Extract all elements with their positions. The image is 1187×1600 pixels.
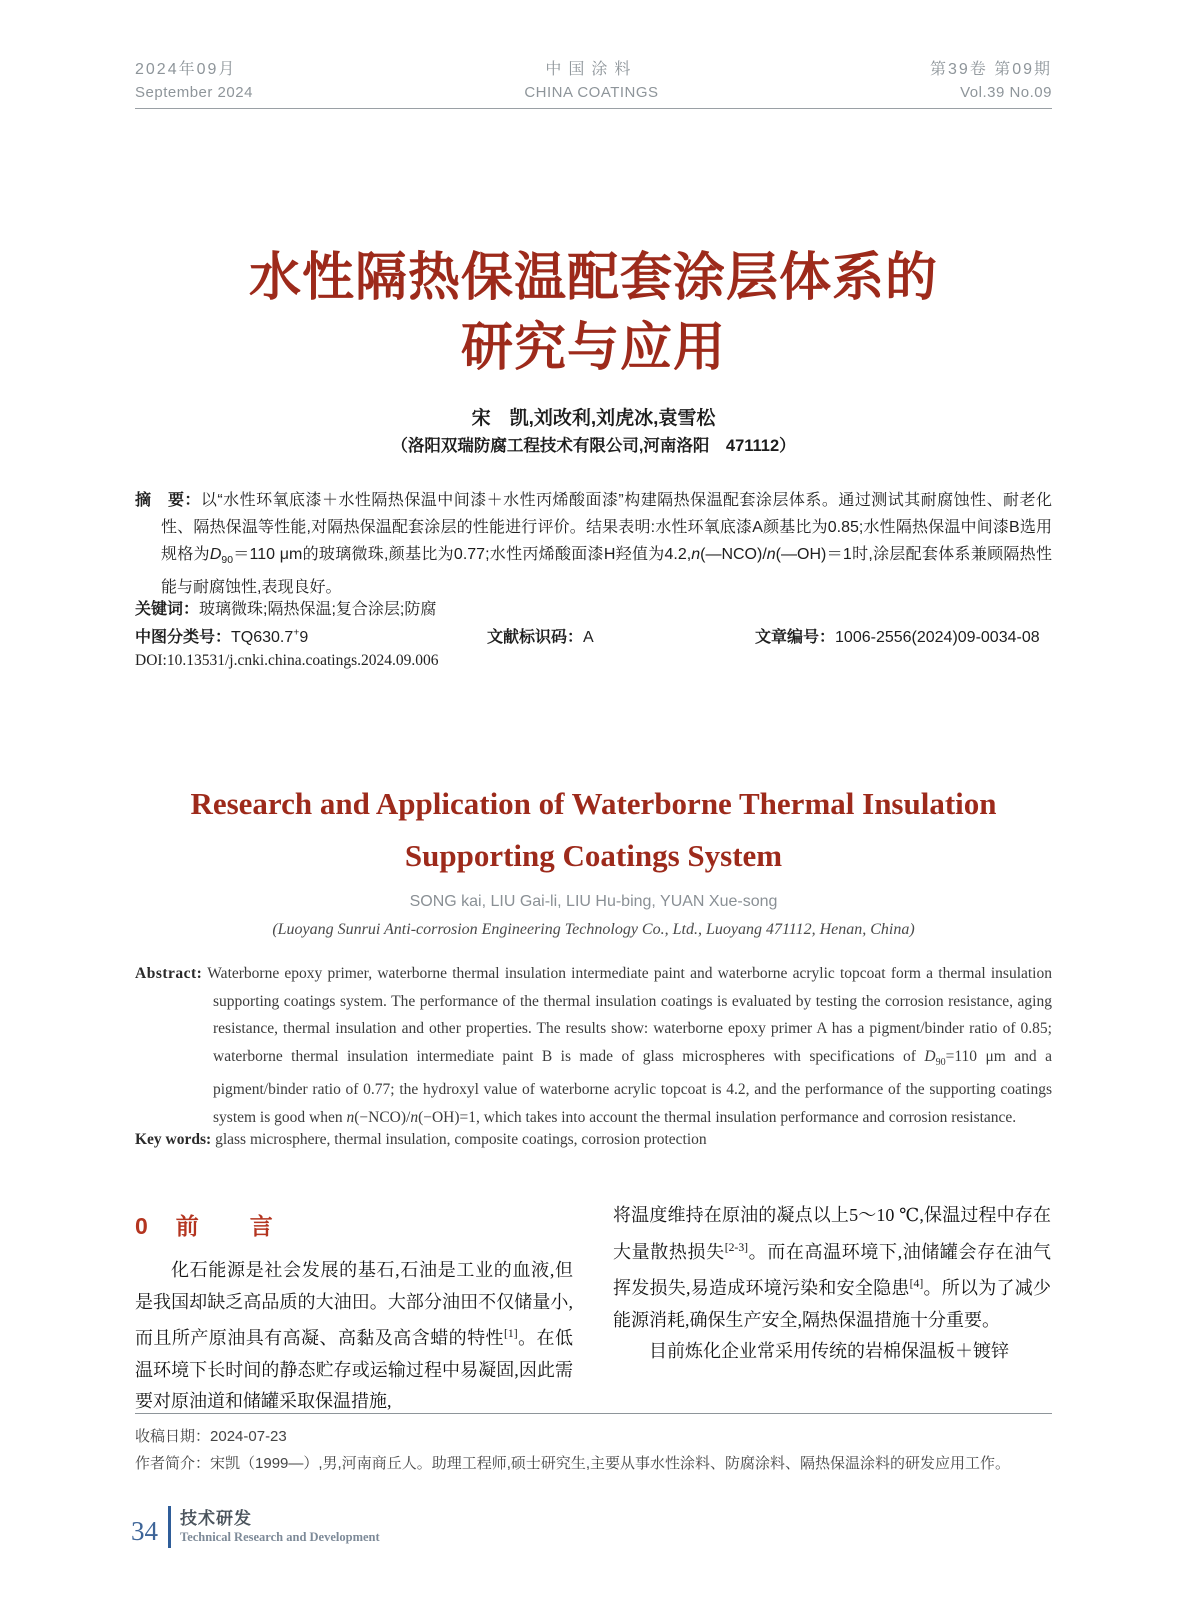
keywords-text-cn: 玻璃微珠;隔热保温;复合涂层;防腐 <box>199 601 437 618</box>
article-id-value: 1006-2556(2024)09-0034-08 <box>835 629 1040 646</box>
article-id <box>755 624 1040 647</box>
journal-name-cn: 中国涂料 <box>545 61 638 78</box>
journal-header <box>135 58 1052 104</box>
received-date-value: 2024-07-23 <box>210 1428 287 1445</box>
header-date <box>135 58 253 104</box>
journal-name-en: CHINA COATINGS <box>524 84 659 101</box>
abstract-text-cn: 以“水性环氧底漆＋水性隔热保温中间漆＋水性丙烯酸面漆”构建隔热保温配套涂层体系。通过测试其耐腐蚀性、耐老化性、隔热保温等性能,对隔热保温配套涂层的性能进行评价。结果表明:水性环氧底漆A颜基比为0.85;水性隔热保温中间漆B选用规格为$D_{90}=110$ μm的玻璃微珠,颜基比为0.77;水性丙烯酸面漆H羟值为4.2,n(—NCO)/n(—OH)＝1时,涂层配套体系兼顾隔热性能与耐腐蚀性,表现良好。 <box>161 492 1052 597</box>
body-paragraph: 化石能源是社会发展的基石,石油是工业的血液,但是我国却缺乏高品质的大油田。大部分油田不仅储量小,而且所产原油具有高凝、高黏及高含蜡的特性[1]。在低温环境下长时间的静态贮存或运输过程中易凝固,因此需要对原油道和储罐采取保温措施, <box>135 1260 574 1411</box>
document-code-value: A <box>583 629 594 646</box>
header-volume-cn: 第39卷 第09期 <box>929 61 1052 78</box>
author-bio-line <box>135 1450 1052 1477</box>
document-code <box>487 624 594 647</box>
header-volume-en: Vol.39 No.09 <box>960 84 1052 101</box>
authors-cn: 宋 凯,刘改利,刘虎冰,袁雪松 <box>471 408 716 429</box>
keywords-text-en: glass microsphere, thermal insulation, composite coatings, corrosion protection <box>215 1131 707 1148</box>
abstract-text-en: Waterborne epoxy primer, waterborne thermal insulation intermediate paint and waterborne acrylic topcoat form a thermal insulation supporting coatings system. The performance of the thermal insulation coatings is evaluated by testing the corrosion resistance, aging resistance, thermal insulation and other properties. The results show: waterborne epoxy primer A has a pigment/binder ratio of 0.85; waterborne thermal insulation intermediate paint B is made of glass microspheres with specifications of $D_{90}=110$ μm and a pigment/binder ratio of 0.77; the hydroxyl value of waterborne acrylic topcoat is 4.2, and the performance of the supporting coatings system is good when n(−NCO)/n(−OH)=1, which takes into account the thermal insulation performance and corrosion resistance. <box>207 965 1053 1126</box>
article-meta-row <box>135 624 1052 648</box>
authors-en: SONG kai, LIU Gai-li, LIU Hu-bing, YUAN Xue-song <box>409 893 778 910</box>
page-footer <box>131 1506 380 1548</box>
clc-number <box>135 624 308 647</box>
page-number: 34 <box>131 1515 158 1546</box>
article-title-cn-line2: 研究与应用 <box>460 319 726 377</box>
section-heading-intro <box>135 1208 573 1241</box>
article-title-en-line2: Supporting Coatings System <box>404 838 783 873</box>
article-title-cn <box>135 243 1052 383</box>
body-column-right <box>613 1200 1051 1418</box>
affiliation-en: (Luoyang Sunrui Anti-corrosion Engineering Technology Co., Ltd., Luoyang 471112, Henan, China) <box>272 921 915 938</box>
abstract-label-en: Abstract: <box>135 965 203 982</box>
body-paragraph: 目前炼化企业常采用传统的岩棉保温板＋镀锌 <box>649 1341 1009 1361</box>
footer-divider-bar <box>168 1506 171 1548</box>
received-date-line <box>135 1423 1052 1450</box>
header-journal-name <box>524 58 658 104</box>
clc-value: TQ630.7+9 <box>231 627 309 646</box>
footer-column-title <box>180 1509 380 1546</box>
footer-column-cn: 技术研发 <box>180 1508 252 1528</box>
header-volume <box>930 58 1052 104</box>
keywords-label-cn: 关键词： <box>135 601 200 618</box>
section-title: 前 言 <box>175 1213 287 1239</box>
article-title-en-line1: Research and Application of Waterborne Thermal Insulation <box>190 786 997 821</box>
abstract-label-cn: 摘 要： <box>135 492 201 509</box>
article-title-cn-line1: 水性隔热保温配套涂层体系的 <box>248 249 938 307</box>
footnote <box>135 1423 1052 1477</box>
keywords-cn <box>135 596 1052 619</box>
abstract-en <box>135 960 1052 1131</box>
article-id-label: 文章编号： <box>755 629 836 646</box>
body-columns <box>135 1200 1052 1418</box>
keywords-en <box>135 1131 1052 1149</box>
author-bio-value: 宋凯（1999—）,男,河南商丘人。助理工程师,硕士研究生,主要从事水性涂料、防腐涂料、隔热保温涂料的研发应用工作。 <box>210 1455 1011 1472</box>
article-title-en <box>100 778 1087 882</box>
header-divider <box>135 108 1052 109</box>
section-number: 0 <box>135 1213 150 1239</box>
body-column-left <box>135 1200 573 1418</box>
header-date-en: September 2024 <box>135 84 253 101</box>
document-code-label: 文献标识码： <box>487 629 584 646</box>
author-bio-label: 作者简介： <box>135 1455 211 1472</box>
received-date-label: 收稿日期： <box>135 1428 211 1445</box>
affiliation-cn: （洛阳双瑞防腐工程技术有限公司,河南洛阳 471112） <box>391 437 796 455</box>
body-paragraph: 将温度维持在原油的凝点以上5～10 ℃,保温过程中存在大量散热损失[2-3]。而在高温环境下,油储罐会存在油气挥发损失,易造成环境污染和安全隐患[4]。所以为了减少能源消耗,确保生产安全,隔热保温措施十分重要。 <box>613 1205 1052 1330</box>
clc-label: 中图分类号： <box>135 629 232 646</box>
footnote-divider <box>135 1413 1052 1414</box>
keywords-label-en: Key words: <box>135 1131 212 1148</box>
footer-column-en: Technical Research and Development <box>180 1529 380 1544</box>
abstract-cn <box>135 487 1052 601</box>
doi: DOI:10.13531/j.cnki.china.coatings.2024.09.006 <box>135 652 439 669</box>
header-date-cn: 2024年09月 <box>135 61 237 78</box>
